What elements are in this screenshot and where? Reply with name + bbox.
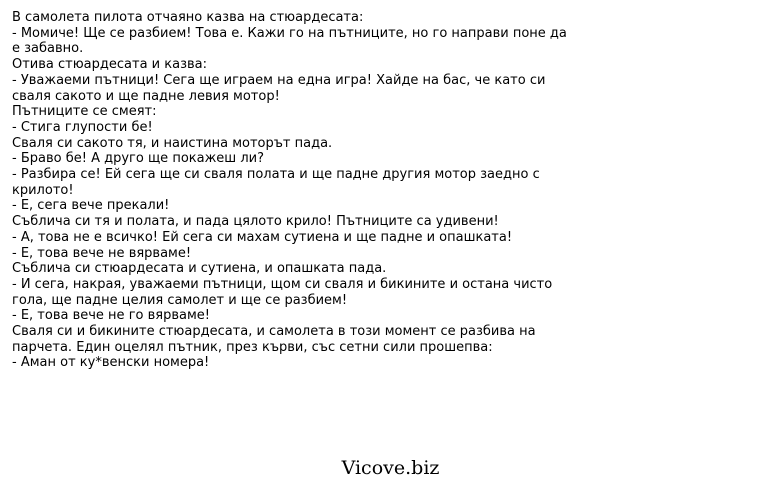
joke-line: Пътниците се смеят: xyxy=(12,104,157,120)
joke-line: парчета. Един оцелял пътник, през кърви, със сетни сили прошепва: xyxy=(12,339,493,355)
joke-text xyxy=(12,10,602,371)
joke-line: - Момиче! Ще се разбием! Това е. Кажи го на пътниците, но го направи поне да xyxy=(12,25,567,41)
joke-line: - Уважаеми пътници! Сега ще играем на една игра! Хайде на бас, че като си xyxy=(12,72,546,88)
joke-line: В самолета пилота отчаяно казва на стюардесата: xyxy=(12,10,364,25)
site-watermark: Vicove.biz xyxy=(341,457,440,479)
joke-line: - А, това не е всичко! Ей сега си махам сутиена и ще падне и опашката! xyxy=(12,229,513,245)
joke-line: - И сега, накрая, уважаеми пътници, щом си сваля и бикините и остана чисто xyxy=(12,276,553,292)
joke-line: сваля сакото и ще падне левия мотор! xyxy=(12,88,280,104)
joke-line: Съблича си тя и полата, и пада цялото крило! Пътниците са удивени! xyxy=(12,214,499,230)
joke-line: Сваля си сакото тя, и наистина моторът пада. xyxy=(12,135,333,151)
joke-line: - Аман от ку*венски номера! xyxy=(12,355,210,371)
joke-line: - Е, сега вече прекали! xyxy=(12,198,170,214)
joke-line: Сваля си и бикините стюардесата, и самолета в този момент се разбива на xyxy=(12,324,536,340)
joke-line: е забавно. xyxy=(12,41,84,57)
joke-line: - Е, това вече не вярваме! xyxy=(12,245,192,261)
joke-line: гола, ще падне целия самолет и ще се разбием! xyxy=(12,292,348,308)
joke-line: - Стига глупости бе! xyxy=(12,119,153,135)
joke-line: - Браво бе! А друго ще покажеш ли? xyxy=(12,151,264,167)
joke-line: Отива стюардесата и казва: xyxy=(12,57,207,73)
joke-line: крилото! xyxy=(12,182,74,198)
joke-line: - Разбира се! Ей сега ще си сваля полата и ще падне другия мотор заедно с xyxy=(12,167,540,183)
joke-line: - Е, това вече не го вярваме! xyxy=(12,308,210,324)
joke-line: Съблича си стюардесата и сутиена, и опашката пада. xyxy=(12,261,387,277)
